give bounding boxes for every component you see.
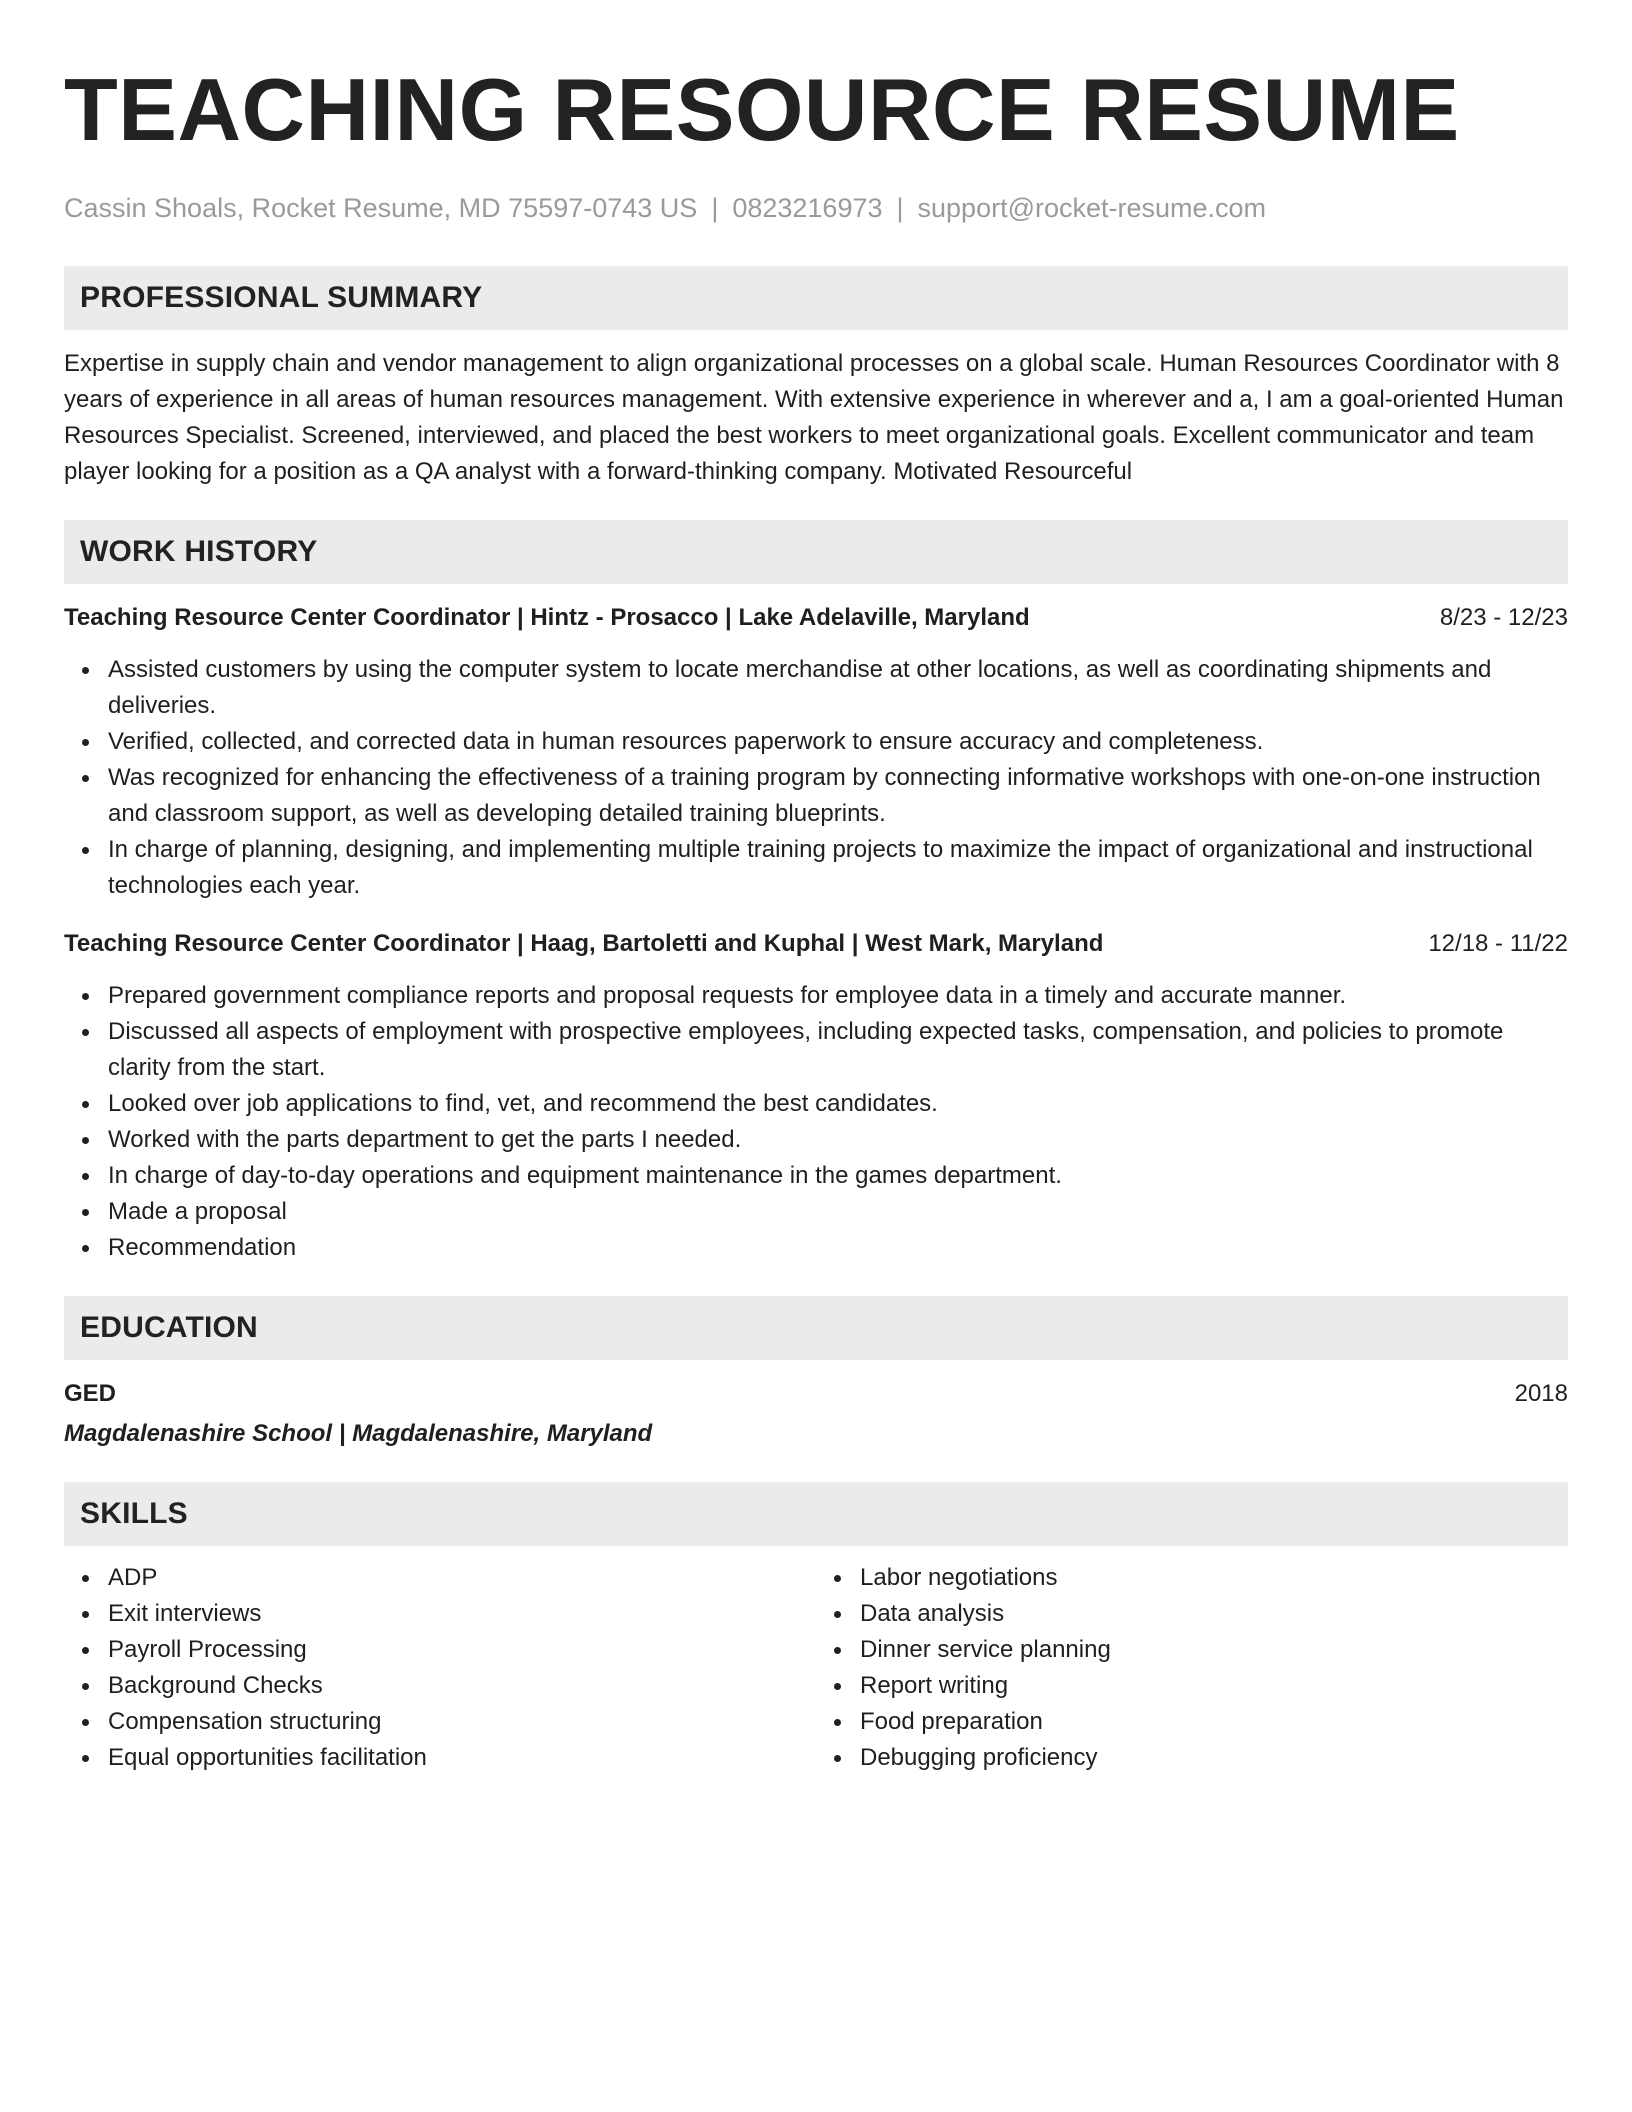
- skill-item: Report writing: [860, 1668, 1568, 1704]
- skill-item: ADP: [108, 1560, 816, 1596]
- contact-address: Cassin Shoals, Rocket Resume, MD 75597-0743 US: [64, 193, 698, 223]
- job-bullets: [64, 652, 1568, 904]
- contact-line: [64, 192, 1568, 224]
- job-bullet: Recommendation: [108, 1230, 1568, 1266]
- summary-text: Expertise in supply chain and vendor management to align organizational processes on a global scale. Human Resources Coordinator with 8 years of experience in all areas of human resources management. With extensive experience in wherever and a, I am a goal-oriented Human Resources Specialist. Screened, interviewed, and placed the best workers to meet organizational goals. Excellent communicator and team player looking for a position as a QA analyst with a forward-thinking company. Motivated Resourceful: [64, 350, 1564, 486]
- contact-email: support@rocket-resume.com: [917, 193, 1267, 223]
- job-entry: [64, 600, 1568, 904]
- education-school: Magdalenashire School | Magdalenashire, Maryland: [64, 1420, 653, 1448]
- skill-item: Compensation structuring: [108, 1704, 816, 1740]
- job-bullet: Made a proposal: [108, 1194, 1568, 1230]
- job-bullet: Prepared government compliance reports and proposal requests for employee data in a timely and accurate manner.: [108, 978, 1568, 1014]
- job-bullet: Verified, collected, and corrected data in human resources paperwork to ensure accuracy and completeness.: [108, 724, 1568, 760]
- job-header: [64, 926, 1568, 962]
- skill-item: Debugging proficiency: [860, 1740, 1568, 1776]
- skill-item: Labor negotiations: [860, 1560, 1568, 1596]
- contact-separator: |: [711, 193, 719, 223]
- section-heading-summary: PROFESSIONAL SUMMARY: [64, 266, 1568, 330]
- job-header: [64, 600, 1568, 636]
- job-entry: [64, 926, 1568, 1266]
- section-heading-work-history: WORK HISTORY: [64, 520, 1568, 584]
- skill-item: Payroll Processing: [108, 1632, 816, 1668]
- education-degree: GED: [64, 1380, 117, 1408]
- skills-grid: [64, 1560, 1568, 1776]
- job-dates: 12/18 - 11/22: [1428, 930, 1568, 958]
- job-bullet: Was recognized for enhancing the effectiveness of a training program by connecting informative workshops with one-on-one instruction and classroom support, as well as developing detailed training blueprints.: [108, 760, 1568, 832]
- job-title: Teaching Resource Center Coordinator | Hintz - Prosacco | Lake Adelaville, Maryland: [64, 604, 1030, 632]
- job-dates: 8/23 - 12/23: [1439, 604, 1568, 632]
- job-bullets: [64, 978, 1568, 1266]
- job-bullet: In charge of planning, designing, and implementing multiple training projects to maximize the impact of organizational and instructional technologies each year.: [108, 832, 1568, 904]
- skill-item: Background Checks: [108, 1668, 816, 1704]
- skill-item: Equal opportunities facilitation: [108, 1740, 816, 1776]
- skills-column-right: [816, 1560, 1568, 1776]
- job-bullet: Looked over job applications to find, vet, and recommend the best candidates.: [108, 1086, 1568, 1122]
- job-bullet: Discussed all aspects of employment with prospective employees, including expected tasks, compensation, and policies to promote clarity from the start.: [108, 1014, 1568, 1086]
- skill-item: Dinner service planning: [860, 1632, 1568, 1668]
- job-bullet: Assisted customers by using the computer system to locate merchandise at other locations, as well as coordinating shipments and deliveries.: [108, 652, 1568, 724]
- resume-title: TEACHING RESOURCE RESUME: [64, 60, 1460, 159]
- section-heading-skills: SKILLS: [64, 1482, 1568, 1546]
- job-bullet: Worked with the parts department to get the parts I needed.: [108, 1122, 1568, 1158]
- section-heading-education: EDUCATION: [64, 1296, 1568, 1360]
- job-title: Teaching Resource Center Coordinator | Haag, Bartoletti and Kuphal | West Mark, Maryland: [64, 930, 1104, 958]
- skill-item: Exit interviews: [108, 1596, 816, 1632]
- contact-separator: |: [896, 193, 904, 223]
- education-header: [64, 1376, 1568, 1412]
- skill-item: Data analysis: [860, 1596, 1568, 1632]
- education-entry: [64, 1376, 1568, 1452]
- skills-column-left: [64, 1560, 816, 1776]
- contact-phone: 0823216973: [732, 193, 883, 223]
- education-year: 2018: [1514, 1380, 1568, 1408]
- job-bullet: In charge of day-to-day operations and equipment maintenance in the games department.: [108, 1158, 1568, 1194]
- skill-item: Food preparation: [860, 1704, 1568, 1740]
